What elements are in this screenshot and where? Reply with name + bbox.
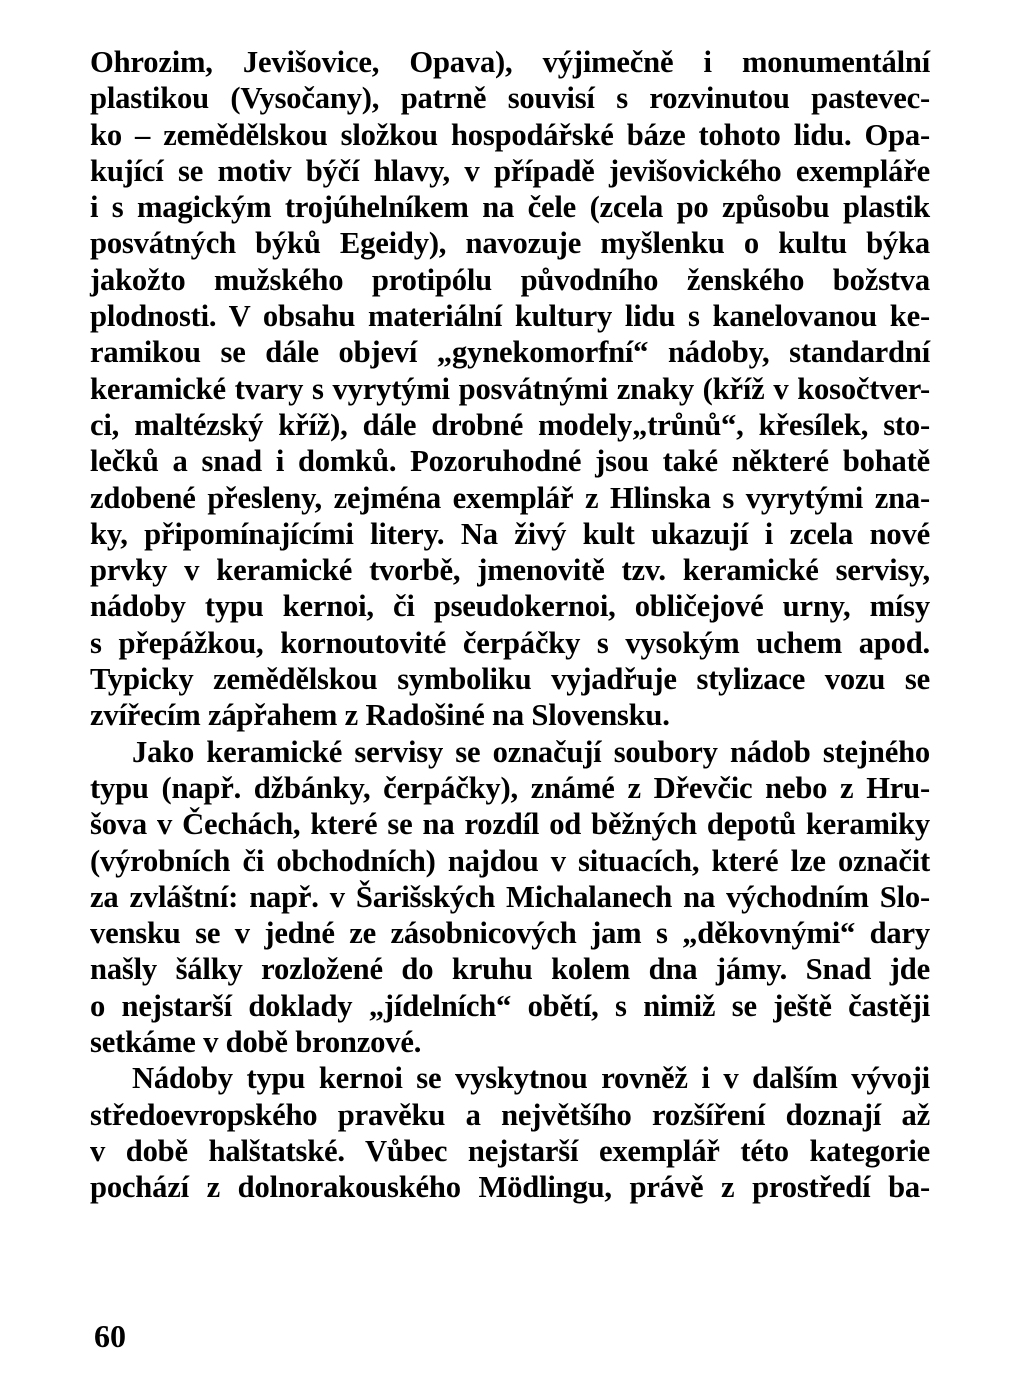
text-line: i s magickým trojúhelníkem na čele (zcela po způsobu plastik xyxy=(90,190,930,225)
text-line: keramické tvary s vyrytými posvátnými znaky (kříž v kosočtver- xyxy=(90,371,930,406)
text-line: našly šálky rozložené do kruhu kolem dna jámy. Snad jde xyxy=(90,952,930,987)
text-line: Ohrozim, Jevišovice, Opava), výjimečně i monumentální xyxy=(90,45,930,79)
text-line: Typicky zemědělskou symboliku vyjadřuje stylizace vozu se xyxy=(90,662,930,697)
text-line: plastikou (Vysočany), patrně souvisí s rozvinutou pastevec- xyxy=(90,81,930,116)
text-line: setkáme v době bronzové. xyxy=(90,1025,422,1060)
text-line: Nádoby typu kernoi se vyskytnou rovněž i v dalším vývoji xyxy=(132,1061,930,1096)
text-line: ramikou se dále objeví „gynekomorfní“ nádoby, standardní xyxy=(90,335,930,370)
text-line: zvířecím zápřahem z Radošiné na Slovensku. xyxy=(90,698,670,733)
body-text xyxy=(90,44,930,1206)
text-line: posvátných býků Egeidy), navozuje myšlenku o kultu býka xyxy=(90,226,930,261)
text-line: jakožto mužského protipólu původního ženského božstva xyxy=(90,262,930,297)
text-line: vensku se v jedné ze zásobnicových jam s „děkovnými“ dary xyxy=(90,916,930,951)
text-line: v době halštatské. Vůbec nejstarší exemplář této kategorie xyxy=(90,1133,930,1168)
text-line: pochází z dolnorakouského Mödlingu, právě z prostředí ba- xyxy=(90,1170,930,1205)
text-line: (výrobních či obchodních) najdou v situacích, které lze označit xyxy=(90,843,930,878)
page-number: 60 xyxy=(94,1318,126,1354)
text-line: za zvláštní: např. v Šarišských Michalanech na východním Slo- xyxy=(90,879,930,914)
text-line: ci, maltézský kříž), dále drobné modely„trůnů“, křesílek, sto- xyxy=(90,407,930,442)
text-line: plodnosti. V obsahu materiální kultury lidu s kanelovanou ke- xyxy=(90,299,930,334)
text-line: Jako keramické servisy se označují soubory nádob stejného xyxy=(132,734,930,769)
text-line: šova v Čechách, které se na rozdíl od běžných depotů keramiky xyxy=(90,807,930,842)
text-line: prvky v keramické tvorbě, jmenovitě tzv. keramické servisy, xyxy=(90,553,930,588)
text-line: s přepážkou, kornoutovité čerpáčky s vysokým uchem apod. xyxy=(90,625,930,660)
text-line: středoevropského pravěku a největšího rozšíření doznají až xyxy=(90,1097,930,1132)
text-line: zdobené přesleny, zejména exemplář z Hlinska s vyrytými zna- xyxy=(90,480,930,515)
text-line: ky, připomínajícími litery. Na živý kult ukazují i zcela nové xyxy=(90,516,930,551)
text-line: nádoby typu kernoi, či pseudokernoi, obličejové urny, mísy xyxy=(90,589,930,624)
text-line: o nejstarší doklady „jídelních“ obětí, s nimiž se ještě častěji xyxy=(90,988,930,1023)
text-line: lečků a snad i domků. Pozoruhodné jsou také některé bohatě xyxy=(90,444,930,479)
text-line: kující se motiv býčí hlavy, v případě jevišovického exempláře xyxy=(90,153,930,188)
text-line: ko – zemědělskou složkou hospodářské báze tohoto lidu. Opa- xyxy=(90,117,930,152)
text-line: typu (např. džbánky, čerpáčky), známé z Dřevčic nebo z Hru- xyxy=(90,770,930,805)
